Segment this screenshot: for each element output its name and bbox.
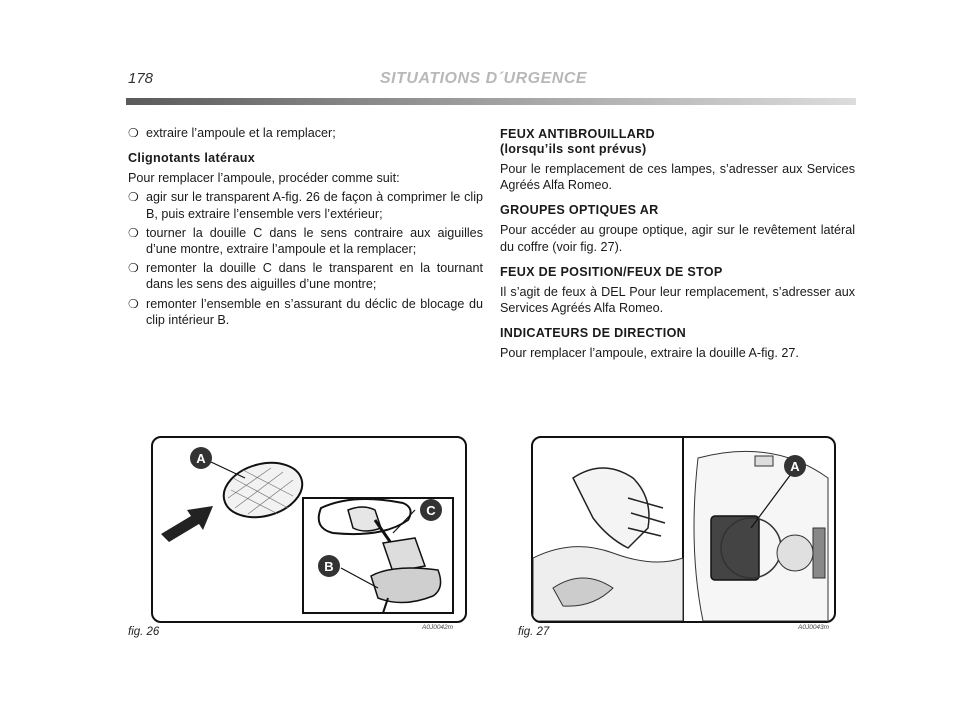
callout-b: B <box>324 559 334 574</box>
figure-code: A0J0042m <box>422 624 454 631</box>
figure-code: A0J0043m <box>798 624 830 631</box>
socket-a-shape <box>711 516 759 580</box>
left-column <box>128 125 483 331</box>
connector-shape <box>777 535 813 571</box>
paragraph: Pour remplacer l’ampoule, procéder comme suit: <box>128 171 400 186</box>
figure-caption: fig. 27 <box>518 626 550 638</box>
bullet-icon: ❍ <box>128 261 139 276</box>
list-item: ❍ remonter la douille C dans le transparent en la tournant dans les sens des aiguilles d’une montre; <box>128 261 483 292</box>
figure-26-illustration <box>151 436 467 623</box>
bullet-icon: ❍ <box>128 126 139 140</box>
section-heading: FEUX DE POSITION/FEUX DE STOP <box>500 264 723 279</box>
page-number: 178 <box>128 70 154 87</box>
clip-shape <box>813 528 825 578</box>
bullet-icon: ❍ <box>128 190 139 205</box>
running-title: SITUATIONS D´URGENCE <box>380 70 588 87</box>
bullet-icon: ❍ <box>128 225 139 240</box>
list-item: ❍ extraire l’ampoule et la remplacer; <box>128 126 336 140</box>
rear-light-drawing <box>533 438 834 621</box>
hand-shape <box>573 468 649 548</box>
section-heading: FEUX ANTIBROUILLARD (lorsqu’ils sont prévus) <box>500 127 655 156</box>
figure-27-illustration <box>531 436 836 623</box>
list-item: ❍ tourner la douille C dans le sens contraire aux aiguilles d’une montre, extraire l’ampoule et la remplacer; <box>128 225 483 257</box>
section-heading: GROUPES OPTIQUES AR <box>500 203 659 218</box>
side-indicator-drawing <box>153 438 465 621</box>
header-rule <box>126 98 856 105</box>
paragraph: Pour le remplacement de ces lampes, s’adresser aux Services Agréés Alfa Romeo. <box>500 162 855 193</box>
section-heading: Clignotants latéraux <box>128 151 256 166</box>
list-item: ❍ agir sur le transparent A-fig. 26 de façon à comprimer le clip B, puis extraire l’ensemble vers l’extérieur; <box>128 190 483 221</box>
paragraph: Pour remplacer l’ampoule, extraire la douille A-fig. 27. <box>500 346 799 361</box>
push-arrow-icon <box>161 506 213 542</box>
socket-flange <box>371 568 441 603</box>
callout-a: A <box>196 451 206 466</box>
paragraph: Pour accéder au groupe optique, agir sur le revêtement latéral du coffre (voir fig. 27). <box>500 223 855 254</box>
callout-a: A <box>790 459 800 474</box>
right-column <box>500 125 855 364</box>
leader-line <box>211 462 245 478</box>
list-item: ❍ remonter l’ensemble en s’assurant du déclic de blocage du clip intérieur B. <box>128 296 483 327</box>
trunk-trim-shape <box>533 547 683 621</box>
label-tab-shape <box>755 456 773 466</box>
bullet-icon: ❍ <box>128 296 139 311</box>
section-heading: INDICATEURS DE DIRECTION <box>500 326 687 341</box>
callout-c: C <box>426 503 436 518</box>
paragraph: Il s’agit de feux à DEL Pour leur remplacement, s’adresser aux Services Agréés Alfa Romeo. <box>500 284 855 316</box>
figure-caption: fig. 26 <box>128 626 160 638</box>
